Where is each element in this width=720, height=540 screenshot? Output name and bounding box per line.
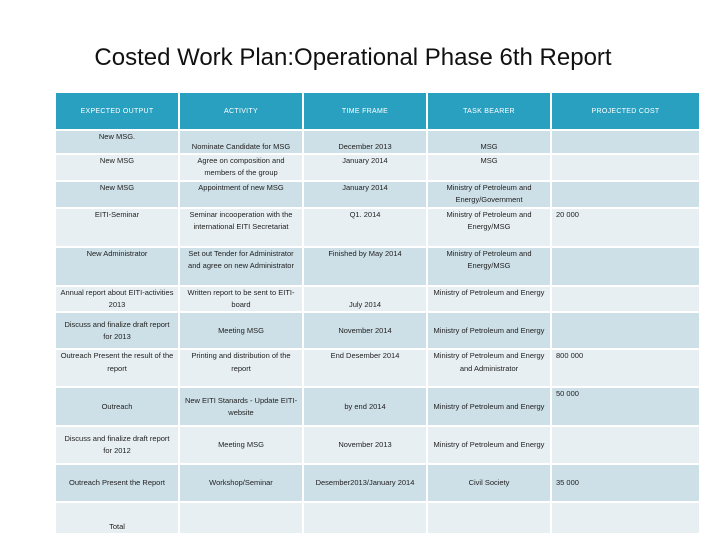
table-row [56, 427, 699, 463]
cell-task-bearer [428, 503, 550, 533]
cell-time-frame: July 2014 [304, 287, 426, 312]
cell-task-bearer: Civil Society [428, 465, 550, 501]
cell-projected-cost: 35 000 [552, 465, 699, 501]
header-row [56, 93, 699, 129]
cell-expected-output: EITI-Seminar [56, 209, 178, 246]
table-row [56, 503, 699, 533]
header-projected-cost: PROJECTED COST [552, 93, 699, 129]
cell-expected-output: Outreach Present the result of the report [56, 350, 178, 386]
cell-task-bearer: Ministry of Petroleum and Energy [428, 313, 550, 348]
cell-task-bearer: Ministry of Petroleum and Energy [428, 388, 550, 425]
cell-expected-output: Outreach [56, 388, 178, 425]
cell-task-bearer: Ministry of Petroleum and Energy [428, 287, 550, 312]
table-row [56, 155, 699, 180]
cell-activity: Printing and distribution of the report [180, 350, 302, 386]
table-row [56, 465, 699, 501]
cell-time-frame: November 2013 [304, 427, 426, 463]
header-time-frame: TIME FRAME [304, 93, 426, 129]
cell-activity: Nominate Candidate for MSG [180, 131, 302, 153]
cell-projected-cost [552, 287, 699, 312]
cell-expected-output: New MSG. [56, 131, 178, 153]
cell-projected-cost: 20 000 [552, 209, 699, 246]
cell-expected-output: New MSG [56, 182, 178, 207]
cell-expected-output: Total [56, 503, 178, 533]
table-row [56, 209, 699, 246]
cell-time-frame: Q1. 2014 [304, 209, 426, 246]
cell-activity: Workshop/Seminar [180, 465, 302, 501]
cell-time-frame: by end 2014 [304, 388, 426, 425]
cell-activity: Appointment of new MSG [180, 182, 302, 207]
table-row [56, 287, 699, 312]
cell-activity: Agree on composition and members of the group [180, 155, 302, 180]
cell-expected-output: New MSG [56, 155, 178, 180]
table-row [56, 388, 699, 425]
table-row [56, 131, 699, 153]
cell-projected-cost [552, 427, 699, 463]
table-row [56, 248, 699, 285]
table-row [56, 313, 699, 348]
cell-task-bearer: Ministry of Petroleum and Energy/MSG [428, 209, 550, 246]
cell-activity: Set out Tender for Administrator and agree on new Administrator [180, 248, 302, 285]
cell-task-bearer: Ministry of Petroleum and Energy [428, 427, 550, 463]
page-title: Costed Work Plan:Operational Phase 6th Report [94, 44, 612, 71]
cell-expected-output: Annual report about EITI-activities 2013 [56, 287, 178, 312]
cell-task-bearer: MSG [428, 155, 550, 180]
cell-task-bearer: Ministry of Petroleum and Energy and Administrator [428, 350, 550, 386]
cell-projected-cost [552, 155, 699, 180]
cell-expected-output: Discuss and finalize draft report for 2013 [56, 313, 178, 348]
cell-time-frame: End Desember 2014 [304, 350, 426, 386]
cell-time-frame [304, 503, 426, 533]
cell-time-frame: December 2013 [304, 131, 426, 153]
cell-activity: Meeting MSG [180, 427, 302, 463]
header-task-bearer: TASK BEARER [428, 93, 550, 129]
cell-task-bearer: Ministry of Petroleum and Energy/MSG [428, 248, 550, 285]
cell-expected-output: Outreach Present the Report [56, 465, 178, 501]
cell-expected-output: New Administrator [56, 248, 178, 285]
cell-task-bearer: MSG [428, 131, 550, 153]
cell-activity [180, 503, 302, 533]
cell-time-frame: Desember2013/January 2014 [304, 465, 426, 501]
cell-activity: Written report to be sent to EITI-board [180, 287, 302, 312]
table-row [56, 350, 699, 386]
cell-activity: Seminar incooperation with the international EITI Secretariat [180, 209, 302, 246]
cell-projected-cost [552, 131, 699, 153]
cell-time-frame: January 2014 [304, 155, 426, 180]
cell-time-frame: Finished by May 2014 [304, 248, 426, 285]
cell-activity: New EITI Stanards - Update EITI-website [180, 388, 302, 425]
cell-time-frame: November 2014 [304, 313, 426, 348]
cell-task-bearer: Ministry of Petroleum and Energy/Government [428, 182, 550, 207]
header-expected-output: EXPECTED OUTPUT [56, 93, 178, 129]
cell-expected-output: Discuss and finalize draft report for 2012 [56, 427, 178, 463]
cell-projected-cost [552, 248, 699, 285]
cell-projected-cost: 50 000 [552, 388, 699, 425]
cell-projected-cost [552, 503, 699, 533]
cell-projected-cost: 800 000 [552, 350, 699, 386]
cell-projected-cost [552, 313, 699, 348]
cell-activity: Meeting MSG [180, 313, 302, 348]
cell-time-frame: January 2014 [304, 182, 426, 207]
header-activity: ACTIVITY [180, 93, 302, 129]
cell-projected-cost [552, 182, 699, 207]
work-plan-table [54, 91, 701, 535]
table-row [56, 182, 699, 207]
